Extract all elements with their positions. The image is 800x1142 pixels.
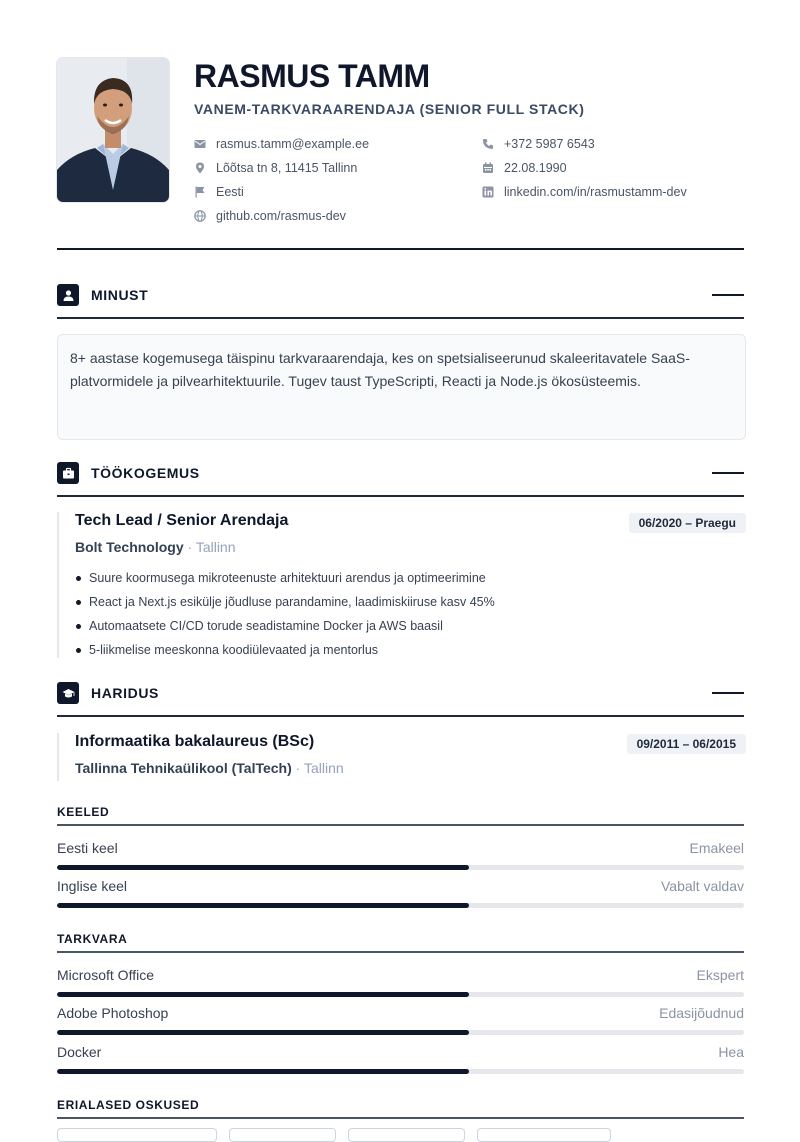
list-item: Suure koormusega mikroteenuste arhitektuuri arendus ja optimeerimine xyxy=(75,566,495,590)
list-item: React ja Next.js esikülje jõudluse parandamine, laadimiskiiruse kasv 45% xyxy=(75,590,495,614)
person-role: VANEM-TARKVARAARENDAJA (SENIOR FULL STACK) xyxy=(194,101,585,117)
software-name: Microsoft Office xyxy=(57,967,154,983)
list-item: Automaatsete CI/CD torude seadistamine Docker ja AWS baasil xyxy=(75,614,495,638)
company-name: Bolt Technology xyxy=(75,539,184,555)
software-level: Edasijõudnud xyxy=(659,1005,744,1021)
experience-entry xyxy=(57,512,746,658)
contact-email[interactable] xyxy=(194,135,369,153)
school xyxy=(75,760,344,776)
contact-country-text: Eesti xyxy=(216,185,244,199)
contact-birthdate-text: 22.08.1990 xyxy=(504,161,567,175)
skill-tags-row xyxy=(57,1128,744,1138)
header-divider xyxy=(57,248,744,250)
calendar-icon xyxy=(482,162,494,174)
degree-title: Informaatika bakalaureus (BSc) xyxy=(75,733,315,750)
languages-title: KEELED xyxy=(57,805,110,819)
section-rule xyxy=(57,715,744,717)
user-icon xyxy=(57,284,79,306)
software-bar-track xyxy=(57,1030,744,1035)
software-level: Hea xyxy=(718,1044,744,1060)
section-rule xyxy=(57,824,744,826)
software-bar-fill xyxy=(57,992,469,997)
resume-page xyxy=(57,0,744,1131)
contact-linkedin-text: linkedin.com/in/rasmustamm-dev xyxy=(504,185,687,199)
flag-icon xyxy=(194,186,206,198)
contact-github[interactable] xyxy=(194,207,346,225)
linkedin-icon xyxy=(482,186,494,198)
software-item xyxy=(57,1044,744,1082)
contact-country xyxy=(194,183,244,201)
software-bar-fill xyxy=(57,1069,469,1074)
about-text: 8+ aastase kogemusega täispinu tarkvaraarendaja, kes on spetsialiseerunud skaleeritavatele SaaS-platvormidele ja pilvearhitektuurile. Tugev taust TypeScripti, Reacti ja Node.js ökosüsteemis. xyxy=(57,334,746,440)
language-name: Eesti keel xyxy=(57,840,118,856)
education-entry xyxy=(57,733,746,781)
contact-phone[interactable] xyxy=(482,135,595,153)
software-bar-track xyxy=(57,992,744,997)
job-title: Tech Lead / Senior Arendaja xyxy=(75,512,289,529)
person-name: RASMUS TAMM xyxy=(194,58,430,94)
job-date-badge: 06/2020 – Praegu xyxy=(629,513,746,533)
section-rule xyxy=(57,951,744,953)
skills-heading xyxy=(57,1098,744,1112)
section-about-title: MINUST xyxy=(91,287,149,303)
section-dash xyxy=(712,294,744,296)
software-title: TARKVARA xyxy=(57,932,128,946)
languages-heading xyxy=(57,805,744,819)
section-education-title: HARIDUS xyxy=(91,685,159,701)
section-experience-title: TÖÖKOGEMUS xyxy=(91,465,200,481)
school-name: Tallinna Tehnikaülikool (TalTech) xyxy=(75,760,292,776)
contact-birthdate xyxy=(482,159,567,177)
profile-photo xyxy=(57,58,169,202)
list-item: 5-liikmelise meeskonna koodiülevaated ja mentorlus xyxy=(75,638,495,662)
language-bar-fill xyxy=(57,865,469,870)
section-rule xyxy=(57,1117,744,1119)
section-dash xyxy=(712,472,744,474)
globe-icon xyxy=(194,210,206,222)
school-location: · Tallinn xyxy=(295,760,344,776)
briefcase-icon xyxy=(57,462,79,484)
contact-address xyxy=(194,159,357,177)
section-education-header xyxy=(57,682,744,718)
contact-github-text: github.com/rasmus-dev xyxy=(216,209,346,223)
language-bar-track xyxy=(57,903,744,908)
language-bar-track xyxy=(57,865,744,870)
section-experience-header xyxy=(57,462,744,498)
job-company xyxy=(75,539,236,555)
phone-icon xyxy=(482,138,494,150)
language-item xyxy=(57,878,744,916)
education-date-badge: 09/2011 – 06/2015 xyxy=(627,734,746,754)
language-bar-fill xyxy=(57,903,469,908)
software-level: Ekspert xyxy=(696,967,744,983)
skills-title: ERIALASED OSKUSED xyxy=(57,1098,200,1112)
location-pin-icon xyxy=(194,162,206,174)
skill-tag xyxy=(348,1128,465,1142)
language-item xyxy=(57,840,744,878)
skill-tag xyxy=(57,1128,217,1142)
software-item xyxy=(57,1005,744,1043)
section-about-header xyxy=(57,284,744,320)
section-rule xyxy=(57,495,744,497)
contact-email-text: rasmus.tamm@example.ee xyxy=(216,137,370,151)
software-name: Adobe Photoshop xyxy=(57,1005,169,1021)
section-rule xyxy=(57,317,744,319)
software-heading xyxy=(57,932,744,946)
skill-tag xyxy=(229,1128,336,1142)
mail-icon xyxy=(194,138,206,150)
job-bullets xyxy=(75,566,495,662)
contact-linkedin[interactable] xyxy=(482,183,687,201)
software-bar-track xyxy=(57,1069,744,1074)
language-name: Inglise keel xyxy=(57,878,128,894)
software-name: Docker xyxy=(57,1044,102,1060)
language-level: Emakeel xyxy=(689,840,744,856)
section-dash xyxy=(712,692,744,694)
company-location: · Tallinn xyxy=(187,539,236,555)
software-bar-fill xyxy=(57,1030,469,1035)
contact-phone-text: +372 5987 6543 xyxy=(504,137,595,151)
software-item xyxy=(57,967,744,1005)
graduation-cap-icon xyxy=(57,682,79,704)
skill-tag xyxy=(477,1128,611,1142)
contact-address-text: Lõõtsa tn 8, 11415 Tallinn xyxy=(216,161,358,175)
language-level: Vabalt valdav xyxy=(660,878,744,894)
